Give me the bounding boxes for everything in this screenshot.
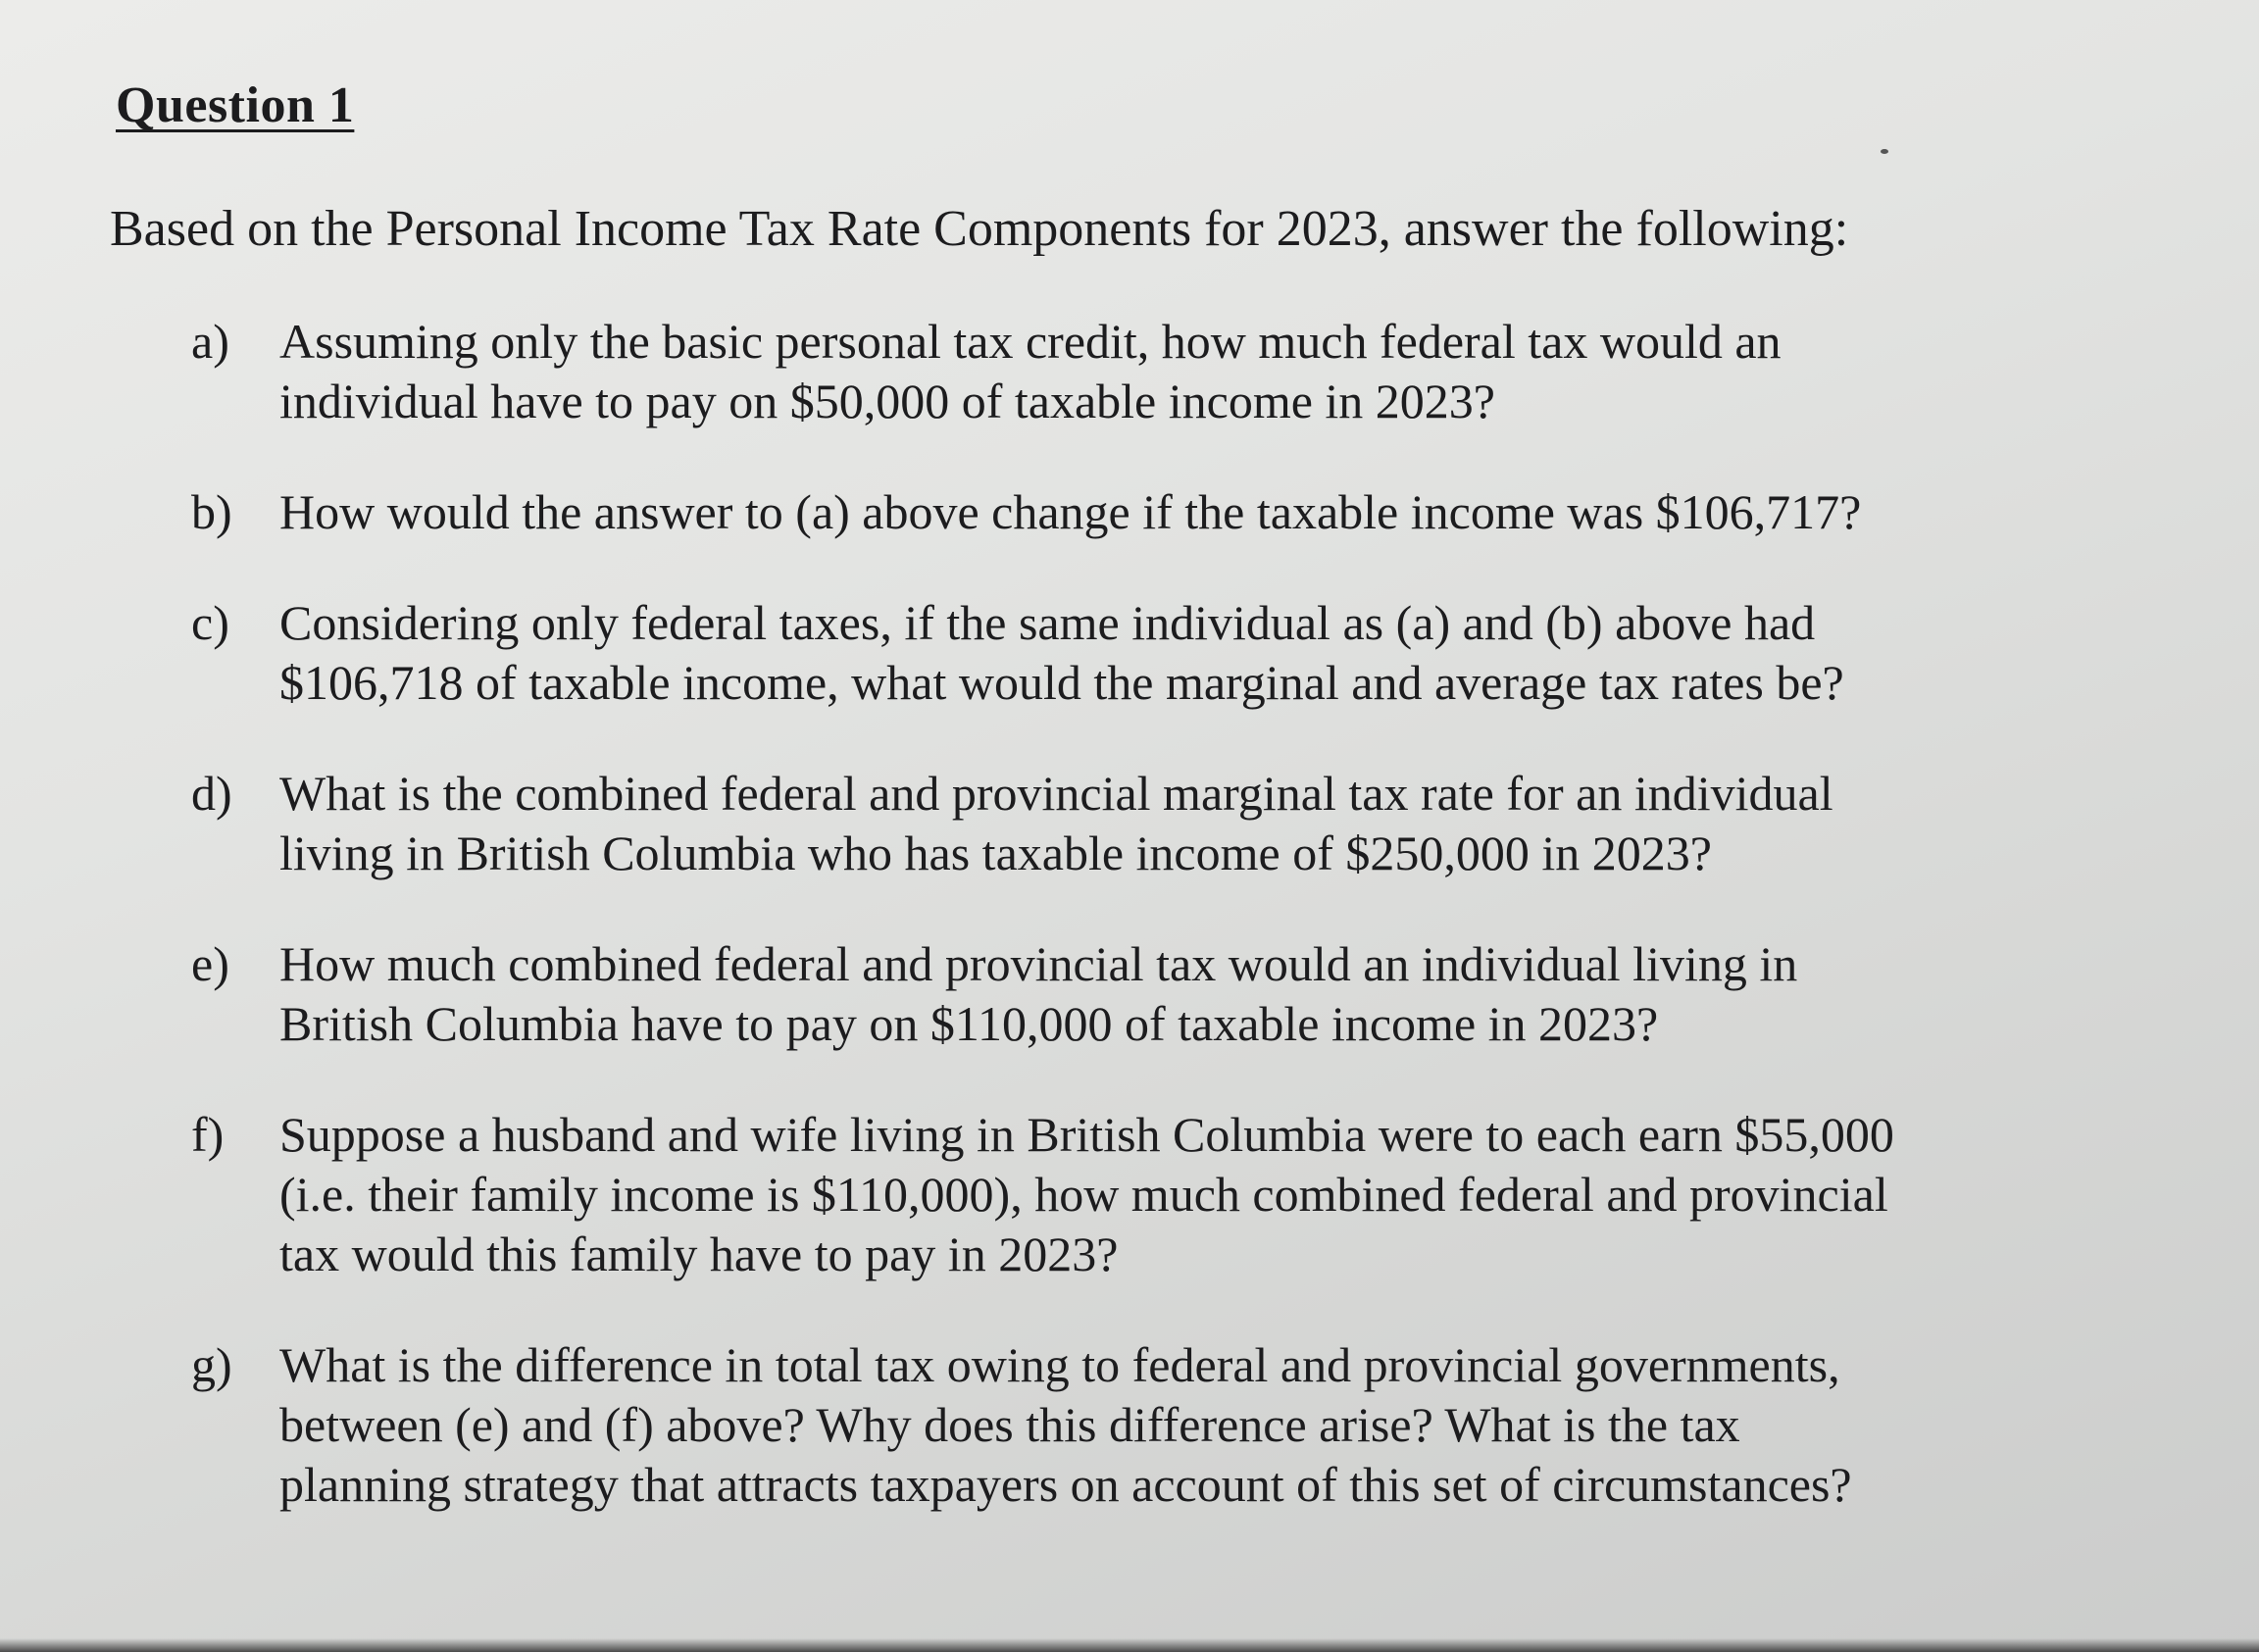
question-text: What is the difference in total tax owing to federal and provincial governments, between (e) and (f) above? Why does this difference arise? What is the tax planning strategy that attracts taxpayers on account of this set of circumstances? xyxy=(279,1337,1852,1512)
question-letter: c) xyxy=(191,595,229,650)
question-text: Assuming only the basic personal tax credit, how much federal tax would an individual have to pay on $50,000 of taxable income in 2023? xyxy=(279,314,1782,428)
question-letter: b) xyxy=(191,484,232,539)
question-item-a xyxy=(191,312,2054,431)
question-item-g xyxy=(191,1335,2054,1515)
question-item-d xyxy=(191,764,2054,883)
page-edge-shadow xyxy=(0,1638,2259,1652)
question-list xyxy=(191,312,2054,1566)
question-text: What is the combined federal and provincial marginal tax rate for an individual living in British Columbia who has taxable income of $250,000 in 2023? xyxy=(279,766,1833,880)
question-letter: d) xyxy=(191,766,232,821)
question-text: How would the answer to (a) above change if the taxable income was $106,717? xyxy=(279,484,1862,539)
question-letter: a) xyxy=(191,314,229,369)
question-item-b xyxy=(191,482,2054,542)
question-letter: g) xyxy=(191,1337,232,1392)
question-text: Suppose a husband and wife living in British Columbia were to each earn $55,000 (i.e. their family income is $110,000), how much combined federal and provincial tax would this family have to pay in 2023? xyxy=(279,1107,1894,1281)
page-title: Question 1 xyxy=(116,77,355,133)
question-letter: f) xyxy=(191,1107,225,1162)
question-item-c xyxy=(191,593,2054,713)
intro-text: Based on the Personal Income Tax Rate Components for 2023, answer the following: xyxy=(110,201,1849,257)
question-text: Considering only federal taxes, if the same individual as (a) and (b) above had $106,718 of taxable income, what would the marginal and average tax rates be? xyxy=(279,595,1844,710)
question-item-e xyxy=(191,934,2054,1054)
question-letter: e) xyxy=(191,936,229,991)
paper-speck xyxy=(1881,149,1888,154)
question-item-f xyxy=(191,1105,2054,1284)
question-text: How much combined federal and provincial tax would an individual living in British Columbia have to pay on $110,000 of taxable income in 2023? xyxy=(279,936,1798,1051)
